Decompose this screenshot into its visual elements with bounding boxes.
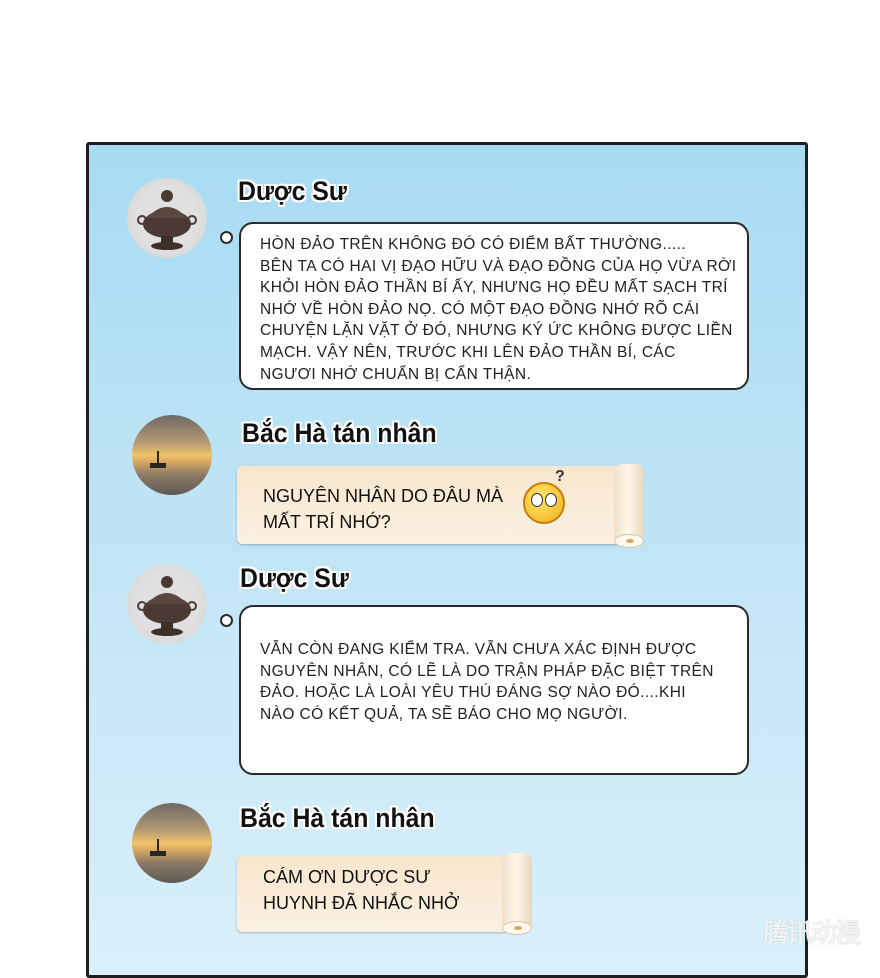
bubble-tail: [220, 614, 233, 627]
message-line: CÁM ƠN DƯỢC SƯ: [263, 867, 431, 887]
message-line: CHUYỆN LẶN VẶT Ở ĐÓ, NHƯNG KÝ ỨC KHÔNG ĐƯỢC LIỀN: [260, 322, 733, 340]
bubble-tail: [220, 231, 233, 244]
sunset-boat-avatar: [132, 415, 212, 495]
sender-name: Bắc Hà tán nhân: [242, 418, 437, 448]
message-line: KHỎI HÒN ĐẢO THẦN BÍ ẤY, NHƯNG HỌ ĐỀU MẤT SẠCH TRÍ: [260, 279, 728, 297]
watermark-logo: 腾讯动漫: [763, 919, 860, 949]
message-bubble: [239, 605, 749, 775]
question-mark: ?: [555, 468, 565, 485]
message-line: VẪN CÒN ĐANG KIỂM TRA. VẪN CHƯA XÁC ĐỊNH ĐƯỢC: [260, 641, 697, 658]
sender-name: Dược Sư: [238, 176, 347, 206]
message-line: HUYNH ĐÃ NHẮC NHỞ: [263, 893, 460, 913]
message-text: [263, 864, 459, 916]
sender-name: Bắc Hà tán nhân: [240, 803, 435, 833]
message-line: ĐẢO. HOẶC LÀ LOÀI YÊU THÚ ĐÁNG SỢ NÀO ĐÓ....KHI: [260, 684, 686, 702]
message-text: [260, 639, 747, 725]
message-line: NGUYÊN NHÂN DO ĐÂU MÀ: [263, 486, 504, 506]
message-line: MẠCH. VẬY NÊN, TRƯỚC KHI LÊN ĐẢO THẦN BÍ, CÁC: [260, 343, 676, 361]
scroll-roll: [614, 464, 644, 544]
sunset-boat-avatar: [132, 803, 212, 883]
message-line: MẤT TRÍ NHỚ?: [263, 512, 391, 532]
message-line: NÀO CÓ KẾT QUẢ, TA SẼ BÁO CHO MỌ NGƯỜI.: [260, 705, 628, 723]
message-text: [263, 483, 503, 535]
message-line: NGƯƠI NHỚ CHUẨN BỊ CẨN THẬN.: [260, 365, 532, 383]
message-line: BÊN TA CÓ HAI VỊ ĐẠO HỮU VÀ ĐẠO ĐỒNG CỦA HỌ VỪA RỜI: [260, 257, 737, 275]
incense-burner-avatar: [127, 178, 207, 258]
confused-face-icon: [523, 468, 565, 524]
incense-burner-avatar: [127, 564, 207, 644]
sender-name: Dược Sư: [240, 563, 349, 593]
message-bubble: [239, 222, 749, 390]
message-line: HÒN ĐẢO TRÊN KHÔNG ĐÓ CÓ ĐIỂM BẤT THƯỜNG.....: [260, 236, 687, 253]
scroll-roll: [502, 853, 532, 931]
message-line: NHỚ VỀ HÒN ĐẢO NỌ. CÓ MỘT ĐẠO ĐỒNG NHỚ RÕ CÁI: [260, 300, 700, 318]
message-line: NGUYÊN NHÂN, CÓ LẼ LÀ DO TRẬN PHÁP ĐẶC BIỆT TRÊN: [260, 662, 714, 680]
message-text: [260, 234, 747, 385]
